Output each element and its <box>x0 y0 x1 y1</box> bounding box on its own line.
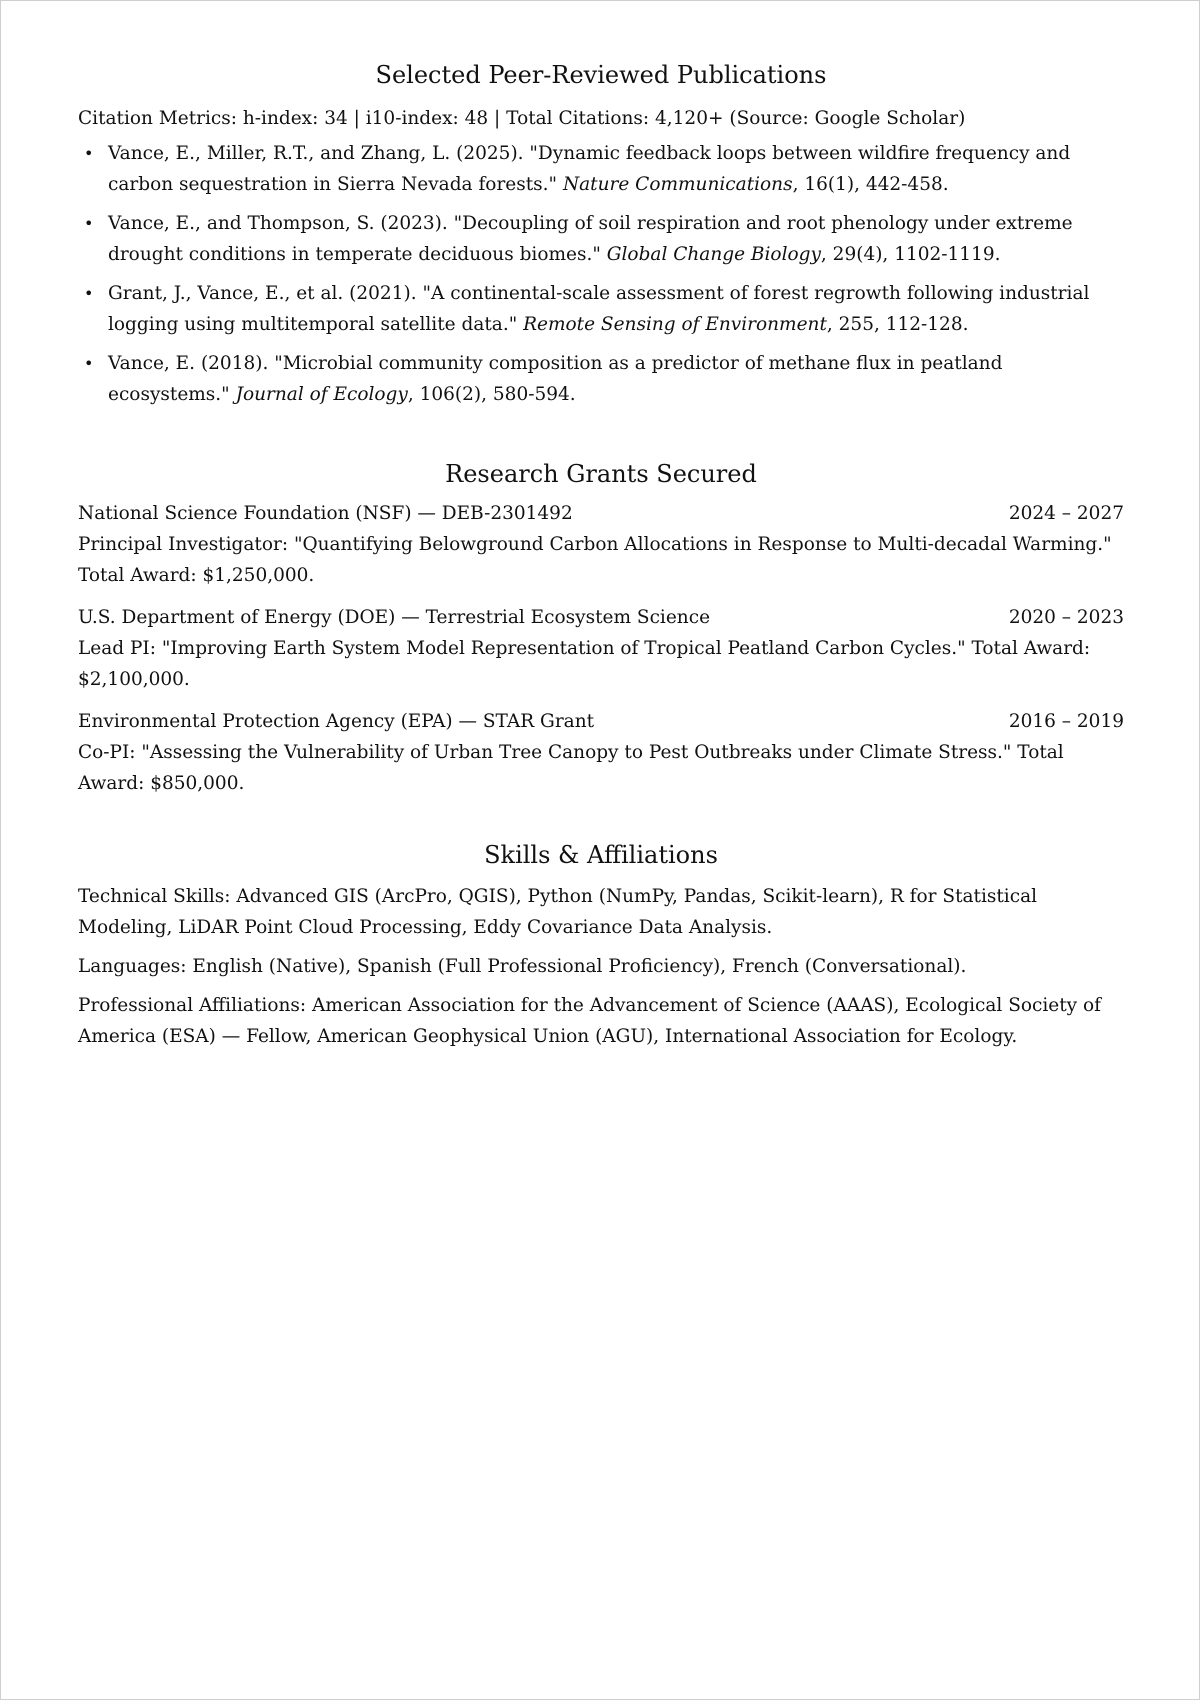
publication-volume: , 16(1), 442-458. <box>792 174 949 195</box>
section-spacer <box>78 418 1124 458</box>
grant-header <box>78 498 1124 529</box>
citation-metrics-label: Citation Metrics: <box>78 108 237 129</box>
skill-label: Professional Affiliations: <box>78 995 307 1016</box>
skill-label: Languages: <box>78 956 187 977</box>
grant-header <box>78 706 1124 737</box>
publication-journal: Nature Communications <box>562 174 793 195</box>
bullet-icon: • <box>84 144 94 163</box>
publication-item <box>78 138 1124 200</box>
citation-metrics <box>78 103 1124 134</box>
publication-volume: , 255, 112-128. <box>826 314 969 335</box>
publication-citation: Vance, E. (2018). "Microbial community composition as a predictor of methane flux in peatland ecosystems." <box>108 353 1003 405</box>
publications-list <box>78 138 1124 410</box>
section-spacer <box>78 799 1124 839</box>
publication-citation: Vance, E., Miller, R.T., and Zhang, L. (2025). "Dynamic feedback loops between wildfire frequency and carbon sequestration in Sierra Nevada forests." <box>108 143 1071 195</box>
grant-entry <box>78 602 1124 695</box>
grant-header <box>78 602 1124 633</box>
publication-journal: Remote Sensing of Environment <box>523 314 827 335</box>
bullet-icon: • <box>84 214 94 233</box>
skill-affiliations <box>78 990 1124 1052</box>
publication-citation: Grant, J., Vance, E., et al. (2021). "A continental-scale assessment of forest regrowth following industrial logging using multitemporal satellite data." <box>108 283 1090 335</box>
skills-heading: Skills & Affiliations <box>484 841 718 869</box>
skill-languages <box>78 951 1124 982</box>
grant-description: Co-PI: "Assessing the Vulnerability of Urban Tree Canopy to Pest Outbreaks under Climate Stress." Total Award: $850,000. <box>78 742 1064 794</box>
citation-metrics-text: h-index: 34 | i10-index: 48 | Total Citations: 4,120+ (Source: Google Scholar) <box>237 108 966 129</box>
grant-dates: 2020 – 2023 <box>1008 607 1124 628</box>
skill-text: English (Native), Spanish (Full Professional Proficiency), French (Conversational). <box>186 956 967 977</box>
grant-dates: 2024 – 2027 <box>1008 503 1124 524</box>
grant-title: U.S. Department of Energy (DOE) — Terrestrial Ecosystem Science <box>78 607 711 628</box>
grants-section <box>78 458 1124 799</box>
grant-description: Principal Investigator: "Quantifying Belowground Carbon Allocations in Response to Multi-decadal Warming." Total Award: $1,250,000. <box>78 534 1112 586</box>
skill-text: Advanced GIS (ArcPro, QGIS), Python (NumPy, Pandas, Scikit-learn), R for Statistical Modeling, LiDAR Point Cloud Processing, Eddy Covariance Data Analysis. <box>78 886 1038 938</box>
publication-journal: Global Change Biology <box>606 244 821 265</box>
skills-section <box>78 839 1124 1052</box>
skill-technical <box>78 881 1124 943</box>
grant-entry <box>78 706 1124 799</box>
grant-title: National Science Foundation (NSF) — DEB-2301492 <box>78 503 573 524</box>
grant-title: Environmental Protection Agency (EPA) — STAR Grant <box>78 711 595 732</box>
skill-text: American Association for the Advancement of Science (AAAS), Ecological Society of America (ESA) — Fellow, American Geophysical Union (AGU), International Association for Ecology. <box>78 995 1101 1047</box>
grant-dates: 2016 – 2019 <box>1008 711 1124 732</box>
publication-volume: , 106(2), 580-594. <box>407 384 576 405</box>
bullet-icon: • <box>84 354 94 373</box>
publication-item <box>78 208 1124 270</box>
publication-item <box>78 278 1124 340</box>
publication-citation: Vance, E., and Thompson, S. (2023). "Decoupling of soil respiration and root phenology under extreme drought conditions in temperate deciduous biomes." <box>108 213 1073 265</box>
grant-description: Lead PI: "Improving Earth System Model Representation of Tropical Peatland Carbon Cycles." Total Award: $2,100,000. <box>78 638 1091 690</box>
skill-label: Technical Skills: <box>78 886 231 907</box>
publication-item <box>78 348 1124 410</box>
bullet-icon: • <box>84 284 94 303</box>
publications-heading: Selected Peer-Reviewed Publications <box>375 61 827 89</box>
grant-entry <box>78 498 1124 591</box>
publications-section <box>78 59 1124 410</box>
publication-volume: , 29(4), 1102-1119. <box>820 244 1001 265</box>
grants-heading: Research Grants Secured <box>445 460 757 488</box>
document-content <box>78 59 1124 1052</box>
publication-journal: Journal of Ecology <box>235 384 408 405</box>
